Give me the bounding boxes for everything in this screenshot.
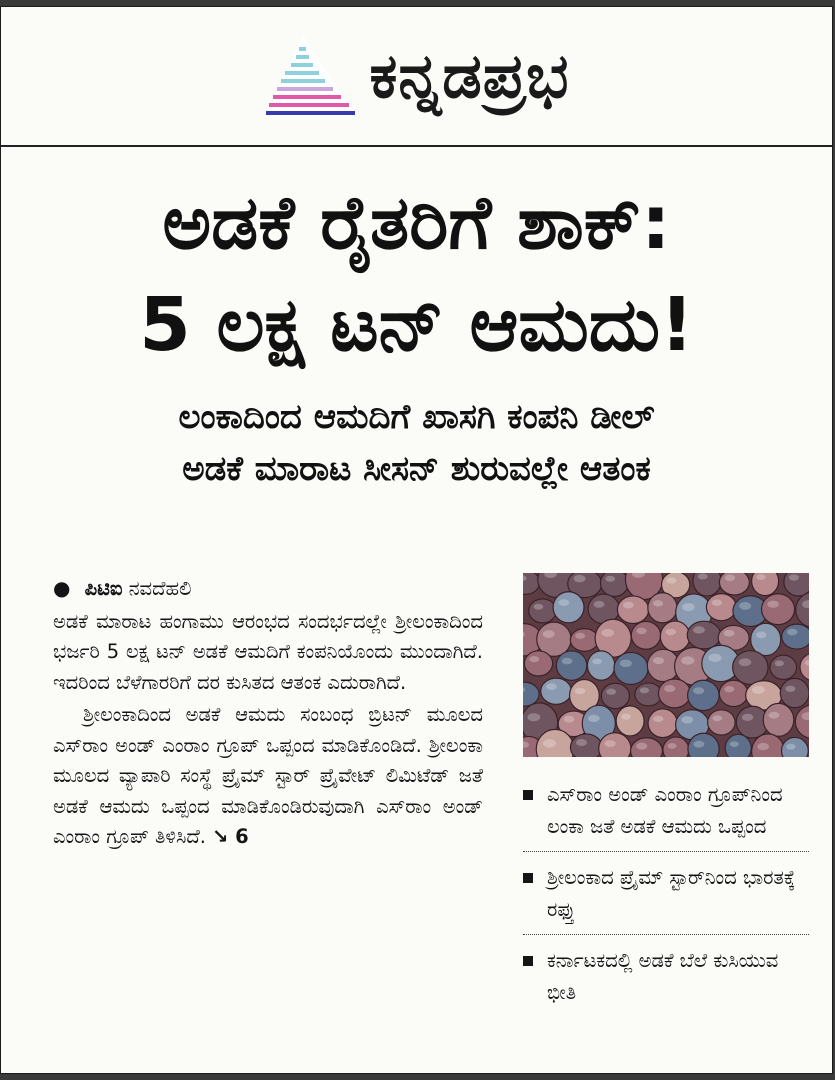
areca-nut-shape <box>587 651 614 680</box>
areca-nut-highlight <box>786 744 795 750</box>
areca-nut-highlight <box>621 714 631 720</box>
areca-nut-highlight <box>594 601 605 608</box>
areca-nut-highlight <box>653 600 663 606</box>
areca-nut-highlight <box>534 604 544 610</box>
areca-nut-highlight <box>742 714 753 721</box>
areca-nut-shape <box>648 593 677 623</box>
byline-place: ನವದೆಹಲಿ <box>128 577 192 600</box>
areca-nut-shape <box>706 594 736 621</box>
areca-nut-highlight <box>620 660 632 668</box>
subheadline-line-1: ಲಂಕಾದಿಂದ ಆಮದಿಗೆ ಖಾಸಗಿ ಕಂಪನಿ ಡೀಲ್ <box>178 397 655 437</box>
areca-nut-shape <box>614 652 648 684</box>
areca-nut-highlight <box>767 601 779 608</box>
areca-nut-highlight <box>604 740 615 747</box>
areca-nut-highlight <box>653 657 664 664</box>
areca-nut-highlight <box>592 658 602 664</box>
highlight-text-3: ಕರ್ನಾಟಕದಲ್ಲಿ ಅಡಕೆ ಬೆಲೆ ಕುಸಿಯುವ ಭೀತಿ <box>547 949 779 1004</box>
byline <box>53 573 483 605</box>
areca-nut-highlight <box>529 656 539 662</box>
areca-nut-highlight <box>575 633 585 639</box>
areca-nut-highlight <box>693 626 705 633</box>
masthead-brand: ಕನ್ನಡಪ್ರಭ <box>369 39 570 112</box>
areca-nut-highlight <box>789 574 799 580</box>
newspaper-page <box>0 6 833 1074</box>
article-paragraph-2: ಶ್ರೀಲಂಕಾದಿಂದ ಅಡಕೆ ಆಮದು ಸಂಬಂಧ ಬ್ರಿಟನ್ ಮೂಲದ ಎಸ್‌ರಾಂ ಅಂಡ್ ಎಂರಾಂ ಗ್ರೂಪ್ ಒಪ್ಪಂದ ಮಾಡಿಕೊಂಡಿದೆ. ಶ್ರೀಲಂಕಾ ಮೂಲದ ವ್ಯಾಪಾರಿ ಸಂಸ್ಥೆ ಪ್ರೈಮ್ ಸ್ಟಾರ್ ಪ್ರೈವೇಟ್ ಲಿಮಿಟೆಡ್ ಜತೆ ಅಡಕೆ ಆಮದು ಒಪ್ಪಂದ ಮಾಡಿಕೊಂಡಿರುವುದಾಗಿ ಎಸ್‌ರಾಂ ಅಂಡ್ ಎಂರಾಂ ಗ್ರೂಪ್ ತಿಳಿಸಿದೆ. <box>53 703 483 848</box>
areca-nut-shape <box>780 678 809 707</box>
square-bullet-icon <box>523 790 533 800</box>
areca-nut-shape <box>782 624 809 649</box>
square-bullet-icon <box>523 956 533 966</box>
article-body <box>1 567 834 1067</box>
areca-nut-highlight <box>576 739 587 746</box>
areca-nut-highlight <box>681 716 693 723</box>
areca-nut-shape <box>529 599 557 623</box>
areca-nut-highlight <box>756 632 767 639</box>
areca-nut-highlight <box>640 687 649 693</box>
headline-line-1: ಅಡಕೆ ರೈತರಿಗೆ ಶಾಕ್: <box>162 180 671 266</box>
areca-nut-shape <box>553 592 584 623</box>
highlight-item <box>523 934 809 1017</box>
areca-nut-highlight <box>752 686 765 694</box>
areca-nut-highlight <box>527 713 540 721</box>
areca-nut-highlight <box>682 603 695 611</box>
areca-nut-highlight <box>546 683 557 690</box>
areca-nut-highlight <box>575 688 585 695</box>
areca-nut-shape <box>556 651 587 680</box>
byline-agency: ಪಿಟಿಐ <box>84 577 123 600</box>
areca-nut-highlight <box>693 687 704 694</box>
areca-nut-highlight <box>601 629 614 637</box>
areca-nut-shape <box>688 680 719 710</box>
areca-nut-shape <box>658 679 690 708</box>
areca-nut-highlight <box>564 716 575 723</box>
areca-nut-image <box>523 573 809 757</box>
areca-nut-shape <box>600 573 628 597</box>
headline-line-2: 5 ಲಕ್ಷ ಟನ್ ಆಮದು! <box>139 282 694 368</box>
square-bullet-icon <box>523 873 533 883</box>
highlight-item <box>523 775 809 851</box>
areca-nut-shape <box>648 709 677 738</box>
areca-nut-highlight <box>712 715 722 721</box>
kannada-prabha-logo-icon <box>263 33 359 119</box>
areca-nut-highlight <box>588 715 600 722</box>
areca-nut-shape <box>762 594 795 625</box>
areca-nut-shape <box>601 683 629 708</box>
areca-nut-highlight <box>693 741 704 748</box>
areca-nut-shape <box>733 651 768 685</box>
areca-nut-highlight <box>725 574 735 581</box>
article-paragraph-2-wrapper <box>53 700 483 853</box>
areca-nut-highlight <box>605 576 615 582</box>
areca-nut-highlight <box>724 686 734 692</box>
areca-nut-shape <box>763 703 794 736</box>
subheadline-line-2: ಅಡಕೆ ಮಾರಾಟ ಸೀಸನ್ ಶುರುವಲ್ಲೇ ಆತಂಕ <box>182 449 651 489</box>
areca-nut-highlight <box>543 630 555 638</box>
areca-nut-shape <box>687 621 720 649</box>
areca-nut-shape <box>616 706 644 736</box>
areca-nut-shape <box>631 621 660 649</box>
areca-nut-shape <box>708 710 735 735</box>
areca-nut-highlight <box>562 658 573 665</box>
areca-nut-highlight <box>543 739 556 747</box>
areca-nut-highlight <box>775 660 784 666</box>
article-paragraph-1: ಅಡಕೆ ಮಾರಾಟ ಹಂಗಾಮು ಆರಂಭದ ಸಂದರ್ಭದಲ್ಲೇ ಶ್ರೀಲಂಕಾದಿಂದ ಭರ್ಜರಿ 5 ಲಕ್ಷ ಟನ್ ಅಡಕೆ ಆಮದಿಗೆ ಕಂಪನಿಯೊಂದು ಮುಂದಾಗಿದೆ. ಇದರಿಂದ ಬೆಳೆಗಾರರಿಗೆ ದರ ಕುಸಿತದ ಆತಂಕ ಎದುರಾಗಿದೆ. <box>53 609 483 694</box>
highlight-text-2: ಶ್ರೀಲಂಕಾದ ಪ್ರೈಮ್ ಸ್ಟಾರ್‌ನಿಂದ ಭಾರತಕ್ಕೆ ರಫ್ತು <box>547 866 796 921</box>
areca-nut-shape <box>725 734 751 757</box>
areca-nut-highlight <box>785 686 795 692</box>
areca-nut-shape <box>570 629 598 652</box>
areca-nut-shape <box>617 596 648 623</box>
areca-nut-highlight <box>739 602 751 610</box>
areca-nut-highlight <box>636 743 647 750</box>
areca-nut-highlight <box>681 656 694 664</box>
areca-nut-highlight <box>712 599 722 606</box>
areca-nut-highlight <box>664 685 675 692</box>
areca-nut-shape <box>524 651 552 676</box>
areca-nut-highlight <box>653 716 663 722</box>
areca-nut-highlight <box>574 575 586 582</box>
areca-nut-highlight <box>724 630 735 637</box>
areca-nut-shape <box>635 683 662 706</box>
areca-nut-shape <box>719 680 748 706</box>
areca-nut-highlight <box>698 573 708 579</box>
areca-nut-highlight <box>667 743 676 749</box>
areca-nut-highlight <box>558 599 569 606</box>
highlight-text-1: ಎಸ್‌ರಾಂ ಅಂಡ್ ಎಂರಾಂ ಗ್ರೂಪ್‌ನಿಂದ ಲಂಕಾ ಜತೆ ಅಡಕೆ ಆಮದು ಒಪ್ಪಂದ <box>547 783 783 838</box>
areca-nut-highlight <box>756 574 765 580</box>
bullet-icon: ● <box>53 576 71 600</box>
areca-nut-highlight <box>730 741 739 747</box>
areca-nut-highlight <box>636 628 646 634</box>
areca-nut-highlight <box>623 602 634 609</box>
highlight-item <box>523 851 809 934</box>
highlights-box <box>523 775 809 1017</box>
areca-nut-highlight <box>666 629 676 636</box>
areca-nut-shape <box>570 734 602 757</box>
areca-nut-shape <box>660 621 690 652</box>
areca-nut-highlight <box>787 629 798 636</box>
areca-nut-highlight <box>769 712 780 719</box>
areca-nut-highlight <box>606 689 616 695</box>
areca-nut-highlight <box>739 658 751 666</box>
areca-nut-highlight <box>708 654 721 662</box>
masthead <box>1 7 832 147</box>
areca-nut-shape <box>770 655 797 679</box>
areca-nut-shape <box>541 678 572 704</box>
continued-marker: ↘ 6 <box>211 825 249 848</box>
areca-nut-photo-icon <box>523 573 809 757</box>
areca-nut-highlight <box>666 577 676 583</box>
areca-nut-highlight <box>757 743 768 750</box>
article-text-column <box>53 573 483 853</box>
